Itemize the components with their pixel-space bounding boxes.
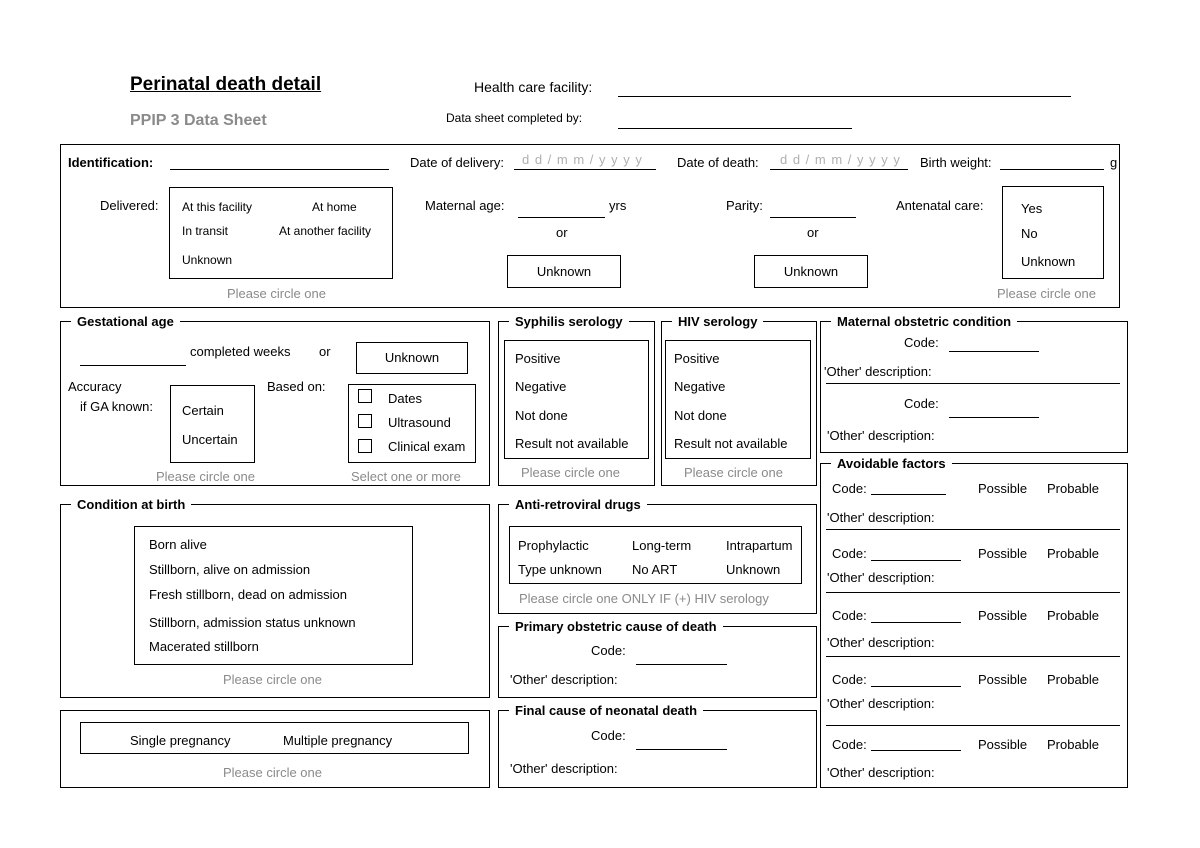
- hiv-option[interactable]: Positive: [674, 351, 720, 366]
- maternal-other-label-2: 'Other' description:: [827, 428, 935, 443]
- hiv-hint: Please circle one: [684, 465, 783, 480]
- pregnancy-hint: Please circle one: [223, 765, 322, 780]
- avoidable-possible[interactable]: Possible: [978, 546, 1028, 561]
- delivered-hint: Please circle one: [227, 286, 326, 301]
- accuracy-if-known-label: if GA known:: [80, 399, 153, 414]
- hiv-option[interactable]: Negative: [674, 379, 726, 394]
- maternal-code-label: Code:: [904, 335, 939, 350]
- syphilis-option[interactable]: Negative: [515, 379, 567, 394]
- maternal-age-unit: yrs: [609, 198, 627, 213]
- accuracy-option[interactable]: Certain: [182, 403, 224, 418]
- gestational-age-title: Gestational age: [71, 314, 180, 329]
- avoidable-other-field[interactable]: [826, 656, 1120, 657]
- avoidable-code-field[interactable]: [871, 560, 961, 561]
- avoidable-probable[interactable]: Probable: [1047, 672, 1100, 687]
- avoidable-code-field[interactable]: [871, 686, 961, 687]
- arv-title: Anti-retroviral drugs: [509, 497, 647, 512]
- final-code-label: Code:: [591, 728, 626, 743]
- delivered-option[interactable]: At this facility: [182, 200, 253, 214]
- page-subtitle: PPIP 3 Data Sheet: [130, 112, 267, 129]
- avoidable-other-field[interactable]: [826, 725, 1120, 726]
- delivered-label: Delivered:: [100, 198, 159, 213]
- delivered-option[interactable]: At home: [312, 200, 357, 214]
- antenatal-option[interactable]: No: [1021, 226, 1038, 241]
- avoidable-code-label: Code:: [832, 737, 867, 752]
- arv-hint: Please circle one ONLY IF (+) HIV serology: [519, 591, 769, 606]
- clinical-exam-checkbox[interactable]: [358, 439, 372, 453]
- date-of-delivery-field[interactable]: d d / m m / y y y y: [522, 152, 643, 167]
- syphilis-title: Syphilis serology: [509, 314, 629, 329]
- completed-weeks-label: completed weeks: [190, 344, 291, 359]
- maternal-code-field-2[interactable]: [949, 417, 1039, 418]
- avoidable-factors-title: Avoidable factors: [831, 456, 952, 471]
- avoidable-possible[interactable]: Possible: [978, 737, 1028, 752]
- avoidable-probable[interactable]: Probable: [1047, 737, 1100, 752]
- birth-weight-field[interactable]: [1000, 169, 1104, 170]
- ultrasound-checkbox[interactable]: [358, 414, 372, 428]
- avoidable-other-field[interactable]: [826, 529, 1120, 530]
- identification-field[interactable]: [170, 169, 389, 170]
- hiv-option[interactable]: Result not available: [674, 436, 788, 451]
- arv-option[interactable]: Intrapartum: [726, 538, 793, 553]
- avoidable-other-label: 'Other' description:: [827, 696, 935, 711]
- parity-field[interactable]: [770, 217, 856, 218]
- primary-cause-section: [498, 619, 817, 698]
- maternal-age-label: Maternal age:: [425, 198, 505, 213]
- maternal-age-unknown[interactable]: Unknown: [507, 255, 621, 288]
- date-of-death-label: Date of death:: [677, 155, 759, 170]
- avoidable-code-label: Code:: [832, 672, 867, 687]
- birth-weight-unit: g: [1110, 155, 1118, 170]
- antenatal-hint: Please circle one: [997, 286, 1096, 301]
- accuracy-label: Accuracy: [68, 379, 122, 394]
- condition-hint: Please circle one: [223, 672, 322, 687]
- date-of-delivery-underline: [514, 169, 656, 170]
- completed-by-field[interactable]: [618, 128, 852, 129]
- facility-field[interactable]: [618, 96, 1071, 97]
- primary-other-label: 'Other' description:: [510, 672, 618, 687]
- avoidable-probable[interactable]: Probable: [1047, 608, 1100, 623]
- date-of-death-underline: [770, 169, 908, 170]
- condition-option[interactable]: Fresh stillborn, dead on admission: [149, 587, 347, 602]
- accuracy-option[interactable]: Uncertain: [182, 432, 238, 447]
- maternal-other-field[interactable]: [826, 383, 1120, 384]
- completed-by-label: Data sheet completed by:: [446, 111, 583, 125]
- parity-unknown[interactable]: Unknown: [754, 255, 868, 288]
- maternal-age-or: or: [556, 225, 568, 240]
- antenatal-option[interactable]: Yes: [1021, 201, 1043, 216]
- pregnancy-option[interactable]: Single pregnancy: [130, 733, 231, 748]
- primary-cause-title: Primary obstetric cause of death: [509, 619, 723, 634]
- primary-code-field[interactable]: [636, 664, 727, 665]
- gestational-unknown[interactable]: Unknown: [356, 342, 468, 374]
- hiv-title: HIV serology: [672, 314, 763, 329]
- avoidable-other-label: 'Other' description:: [827, 570, 935, 585]
- based-on-option: Dates: [388, 391, 422, 406]
- avoidable-other-label: 'Other' description:: [827, 635, 935, 650]
- based-on-label: Based on:: [267, 379, 326, 394]
- maternal-age-field[interactable]: [518, 217, 605, 218]
- final-code-field[interactable]: [636, 749, 727, 750]
- accuracy-hint: Please circle one: [156, 469, 255, 484]
- avoidable-other-label: 'Other' description:: [827, 510, 935, 525]
- avoidable-code-field[interactable]: [871, 750, 961, 751]
- avoidable-code-field[interactable]: [871, 494, 946, 495]
- maternal-other-label: 'Other' description:: [824, 364, 932, 379]
- final-other-label: 'Other' description:: [510, 761, 618, 776]
- antenatal-label: Antenatal care:: [896, 198, 984, 213]
- delivered-option[interactable]: At another facility: [279, 224, 372, 238]
- condition-option[interactable]: Macerated stillborn: [149, 639, 259, 654]
- condition-at-birth-title: Condition at birth: [71, 497, 191, 512]
- syphilis-option[interactable]: Result not available: [515, 436, 629, 451]
- maternal-condition-title: Maternal obstetric condition: [831, 314, 1017, 329]
- avoidable-code-label: Code:: [832, 481, 867, 496]
- parity-label: Parity:: [726, 198, 763, 213]
- based-on-option: Clinical exam: [388, 439, 466, 454]
- primary-code-label: Code:: [591, 643, 626, 658]
- maternal-code-field[interactable]: [949, 351, 1039, 352]
- avoidable-possible[interactable]: Possible: [978, 672, 1028, 687]
- gestational-weeks-field[interactable]: [80, 365, 186, 366]
- avoidable-probable[interactable]: Probable: [1047, 481, 1100, 496]
- syphilis-option[interactable]: Not done: [515, 408, 568, 423]
- avoidable-code-label: Code:: [832, 546, 867, 561]
- syphilis-option[interactable]: Positive: [515, 351, 561, 366]
- hiv-option[interactable]: Not done: [674, 408, 727, 423]
- avoidable-possible[interactable]: Possible: [978, 608, 1028, 623]
- arv-option[interactable]: Unknown: [726, 562, 781, 577]
- delivered-option[interactable]: In transit: [182, 224, 229, 238]
- condition-option[interactable]: Stillborn, alive on admission: [149, 562, 311, 577]
- date-of-death-field[interactable]: d d / m m / y y y y: [780, 152, 901, 167]
- condition-option[interactable]: Born alive: [149, 537, 207, 552]
- final-cause-title: Final cause of neonatal death: [509, 703, 703, 718]
- avoidable-other-label: 'Other' description:: [827, 765, 935, 780]
- avoidable-possible[interactable]: Possible: [978, 481, 1028, 496]
- avoidable-probable[interactable]: Probable: [1047, 546, 1100, 561]
- delivered-option[interactable]: Unknown: [182, 253, 233, 267]
- pregnancy-option[interactable]: Multiple pregnancy: [283, 733, 393, 748]
- identification-label: Identification:: [68, 155, 154, 170]
- arv-option[interactable]: Prophylactic: [518, 538, 589, 553]
- arv-option[interactable]: Long-term: [632, 538, 692, 553]
- dates-checkbox[interactable]: [358, 389, 372, 403]
- birth-weight-label: Birth weight:: [920, 155, 992, 170]
- based-on-option: Ultrasound: [388, 415, 451, 430]
- facility-label: Health care facility:: [474, 79, 593, 95]
- avoidable-code-label: Code:: [832, 608, 867, 623]
- accuracy-options-box: [170, 385, 255, 463]
- maternal-code-label-2: Code:: [904, 396, 939, 411]
- condition-option[interactable]: Stillborn, admission status unknown: [149, 615, 356, 630]
- based-on-hint: Select one or more: [351, 469, 461, 484]
- parity-or: or: [807, 225, 819, 240]
- avoidable-other-field[interactable]: [826, 592, 1120, 593]
- page-title: Perinatal death detail: [130, 74, 322, 95]
- avoidable-code-field[interactable]: [871, 622, 961, 623]
- arv-option[interactable]: Type unknown: [518, 562, 602, 577]
- gestational-or: or: [319, 344, 331, 359]
- date-of-delivery-label: Date of delivery:: [410, 155, 504, 170]
- arv-option[interactable]: No ART: [632, 562, 678, 577]
- antenatal-option[interactable]: Unknown: [1021, 254, 1076, 269]
- syphilis-hint: Please circle one: [521, 465, 620, 480]
